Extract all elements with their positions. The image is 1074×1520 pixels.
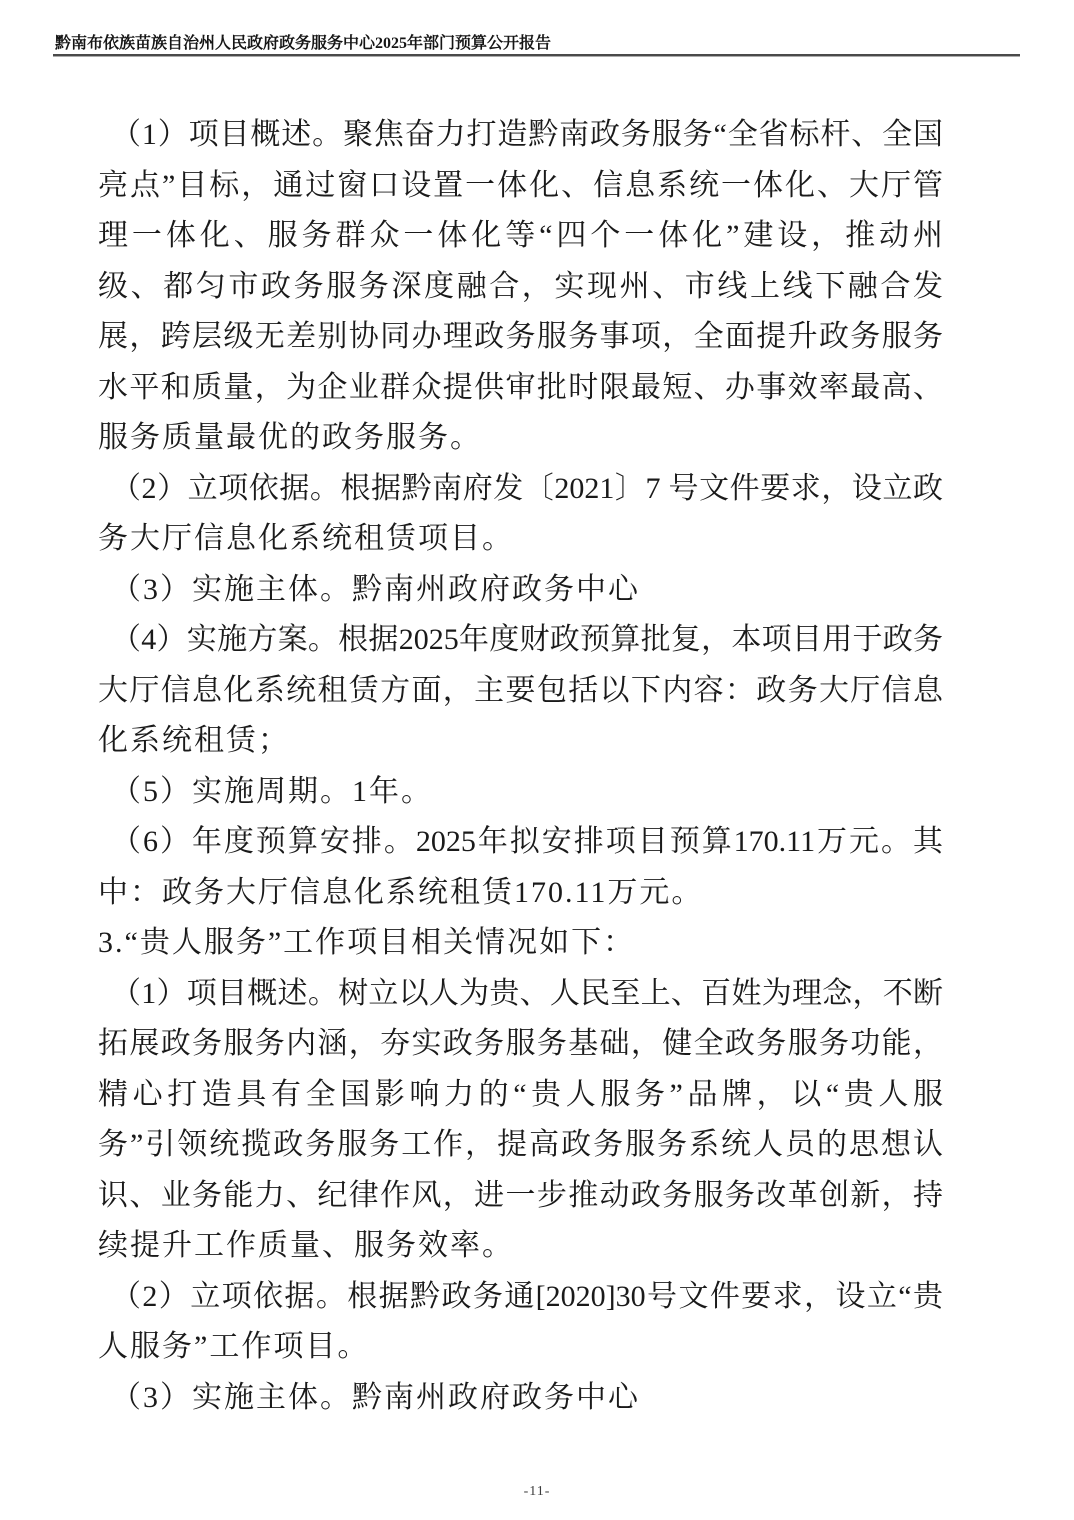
body-line: 中：政务大厅信息化系统租赁170.11万元。 (98, 875, 704, 909)
body-line: 展，跨层级无差别协同办理政务服务事项，全面提升政务服务 (98, 320, 943, 353)
document-body (98, 110, 943, 1423)
body-line: 务”引领统揽政务服务工作，提高政务服务系统人员的思想认 (98, 1128, 943, 1161)
body-line: 化系统租赁； (98, 724, 290, 757)
body-line: 务大厅信息化系统租赁项目。 (98, 522, 514, 555)
body-line: 理一体化、服务群众一体化等“四个一体化”建设，推动州 (98, 219, 943, 252)
body-line: 续提升工作质量、服务效率。 (98, 1229, 514, 1262)
body-line: 服务质量最优的政务服务。 (98, 421, 482, 454)
body-line: （3）实施主体。黔南州政府政务中心 (111, 1380, 640, 1414)
body-line: 人服务”工作项目。 (98, 1330, 370, 1363)
header-rule (53, 54, 1020, 57)
body-line: 3.“贵人服务”工作项目相关情况如下： (98, 926, 636, 959)
body-line: 级、都匀市政务服务深度融合，实现州、市线上线下融合发 (98, 269, 943, 303)
body-line: （2）立项依据。根据黔南府发〔2021〕7 号文件要求，设立政 (111, 471, 943, 505)
body-line: （2）立项依据。根据黔政务通[2020]30号文件要求，设立“贵 (111, 1279, 943, 1313)
body-line: 识、业务能力、纪律作风，进一步推动政务服务改革创新，持 (98, 1178, 943, 1212)
page-footer (0, 1482, 1074, 1500)
body-line: （1）项目概述。聚焦奋力打造黔南政务服务“全省标杆、全国 (111, 118, 943, 151)
body-line: （6）年度预算安排。2025年拟安排项目预算170.11万元。其 (111, 825, 943, 858)
body-line: （4）实施方案。根据2025年度财政预算批复，本项目用于政务 (111, 623, 943, 656)
body-line: （5）实施周期。1年。 (111, 774, 433, 808)
body-line: （1）项目概述。树立以人为贵、人民至上、百姓为理念，不断 (111, 976, 943, 1010)
body-line: 水平和质量，为企业群众提供审批时限最短、办事效率最高、 (98, 370, 943, 404)
body-line: 亮点”目标，通过窗口设置一体化、信息系统一体化、大厅管 (98, 168, 943, 202)
body-line: 拓展政务服务内涵，夯实政务服务基础，健全政务服务功能， (98, 1027, 943, 1060)
page-number: -11- (523, 1484, 551, 1499)
body-line: （3）实施主体。黔南州政府政务中心 (111, 572, 640, 606)
body-line: 大厅信息化系统租赁方面，主要包括以下内容：政务大厅信息 (98, 673, 943, 707)
body-line: 精心打造具有全国影响力的“贵人服务”品牌，以“贵人服 (98, 1077, 943, 1111)
header-title: 黔南布依族苗族自治州人民政府政务服务中心2025年部门预算公开报告 (55, 35, 552, 52)
